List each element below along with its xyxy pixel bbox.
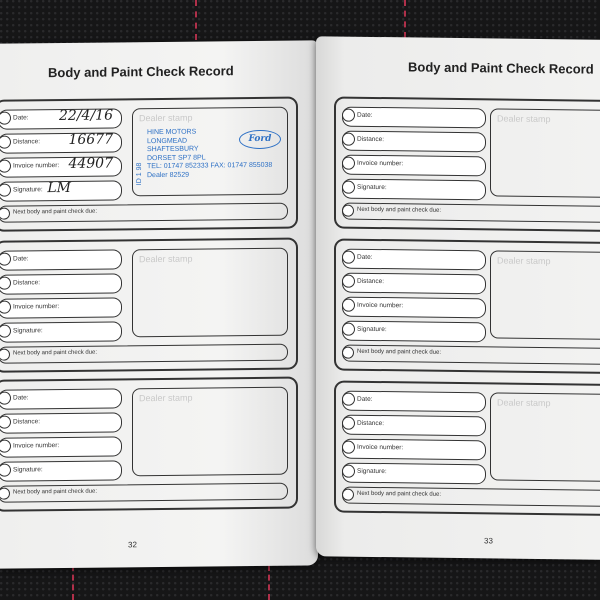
dealer-stamp-box [132,107,288,197]
field-label: Distance: [357,419,385,428]
checkbox-circle [342,465,355,478]
stamp-line: HINE MOTORS [147,128,197,137]
dealer-stamp-box [132,387,288,477]
field-label: Date: [357,253,373,261]
stamp-label: Dealer stamp [497,397,551,409]
invoice-number-field[interactable] [342,439,486,461]
checkbox-circle [342,251,355,264]
date-field[interactable] [0,388,122,409]
invoice-number-field[interactable] [0,156,122,177]
checkbox-circle [0,136,11,149]
checkbox-circle [342,275,355,288]
checkbox-circle [342,157,355,170]
checkbox-circle [0,464,11,477]
checkbox-circle [0,277,11,290]
handwritten-distance: 16677 [68,131,113,148]
distance-field[interactable] [342,415,486,437]
checkbox-circle [0,160,11,173]
checkbox-circle [342,323,355,336]
field-label: Invoice number: [357,159,404,168]
field-label: Next body and paint check due: [13,349,98,357]
field-label: Invoice number: [13,162,60,170]
field-label: Invoice number: [13,442,60,450]
dealer-stamp-box [490,108,600,198]
stamp-line: LONGMEAD [147,137,188,145]
ford-logo-icon: Ford [239,130,281,149]
checkbox-circle [0,184,11,197]
dealer-stamp-box [490,392,600,482]
field-label: Next body and paint check due: [357,490,442,498]
handwritten-invoice: 44907 [68,155,113,172]
page-number: 33 [484,536,493,546]
checkbox-circle [342,205,354,217]
field-label: Date: [13,255,29,263]
page-number: 32 [128,540,137,550]
invoice-number-field[interactable] [342,155,486,177]
handwritten-signature: LM [47,179,71,197]
field-label: Next body and paint check due: [357,348,442,356]
signature-field[interactable] [0,460,122,481]
service-record-block [334,238,600,374]
seat-stitch-bottom-left [72,565,74,600]
stamp-label: Dealer stamp [139,392,193,404]
signature-field[interactable] [0,180,122,201]
stamp-label: Dealer stamp [139,112,193,124]
stamp-label: Dealer stamp [497,255,551,267]
date-field[interactable] [342,107,486,129]
signature-field[interactable] [0,321,122,342]
checkbox-circle [0,208,10,220]
page-title: Body and Paint Check Record [408,59,594,77]
checkbox-circle [0,349,10,361]
seat-stitch-bottom-right [268,565,270,600]
invoice-number-field[interactable] [342,297,486,319]
date-field[interactable] [0,249,122,270]
page-title: Body and Paint Check Record [48,63,234,81]
stamp-line: SHAFTESBURY [147,145,199,154]
checkbox-circle [0,301,11,314]
stamp-line: TEL: 01747 852333 FAX: 01747 855038 [147,161,273,171]
signature-field[interactable] [342,321,486,343]
field-label: Date: [13,394,29,402]
distance-field[interactable] [342,131,486,153]
handwritten-date: 22/4/16 [59,107,113,125]
field-label: Distance: [357,277,385,286]
field-label: Invoice number: [13,303,60,311]
dealer-stamp-box [490,250,600,340]
next-check-due-field[interactable] [342,345,600,366]
checkbox-circle [0,325,11,338]
service-record-block [0,97,298,232]
distance-field[interactable] [0,412,122,433]
distance-field[interactable] [342,273,486,295]
invoice-number-field[interactable] [0,436,122,457]
checkbox-circle [342,133,355,146]
signature-field[interactable] [342,179,486,201]
field-label: Signature: [13,466,43,474]
service-record-block [334,96,600,232]
stamp-line: DORSET SP7 8PL [147,154,206,162]
field-label: Signature: [357,467,387,476]
next-check-due-field[interactable] [342,487,600,508]
checkbox-circle [0,488,10,500]
service-record-block [0,377,298,512]
checkbox-circle [0,440,11,453]
stamp-side-code: ID 1 98 [136,162,143,186]
service-record-block [334,380,600,516]
next-check-due-field[interactable] [0,483,288,503]
stamp-label: Dealer stamp [497,113,551,125]
next-check-due-field[interactable] [0,344,288,364]
checkbox-circle [342,417,355,430]
distance-field[interactable] [0,273,122,294]
checkbox-circle [0,253,11,266]
field-label: Invoice number: [357,301,404,310]
field-label: Distance: [13,138,41,146]
checkbox-circle [342,347,354,359]
field-label: Next body and paint check due: [13,208,98,216]
field-label: Signature: [13,186,43,194]
checkbox-circle [0,416,11,429]
field-label: Signature: [357,325,387,334]
checkbox-circle [0,392,11,405]
field-label: Signature: [357,183,387,192]
next-check-due-field[interactable] [0,203,288,223]
checkbox-circle [342,109,355,122]
field-label: Distance: [357,135,385,144]
stamp-label: Dealer stamp [139,253,193,265]
stamp-line: Dealer 82529 [147,171,190,179]
checkbox-circle [342,299,355,312]
field-label: Next body and paint check due: [357,206,442,214]
left-page [0,40,318,568]
date-field[interactable] [342,391,486,413]
field-label: Date: [13,114,29,122]
field-label: Next body and paint check due: [13,488,98,496]
seat-stitch-right [404,0,406,38]
checkbox-circle [0,112,11,125]
seat-stitch-left [195,0,197,40]
checkbox-circle [342,181,355,194]
date-field[interactable] [0,108,122,129]
field-label: Date: [357,111,373,119]
field-label: Invoice number: [357,443,404,452]
right-page [316,36,600,559]
date-field[interactable] [342,249,486,271]
field-label: Distance: [13,279,41,287]
checkbox-circle [342,441,355,454]
field-label: Signature: [13,327,43,335]
checkbox-circle [342,489,354,501]
distance-field[interactable] [0,132,122,153]
signature-field[interactable] [342,463,486,485]
field-label: Distance: [13,418,41,426]
invoice-number-field[interactable] [0,297,122,318]
field-label: Date: [357,395,373,403]
dealer-stamp-box [132,248,288,338]
service-record-block [0,238,298,373]
checkbox-circle [342,393,355,406]
next-check-due-field[interactable] [342,203,600,224]
